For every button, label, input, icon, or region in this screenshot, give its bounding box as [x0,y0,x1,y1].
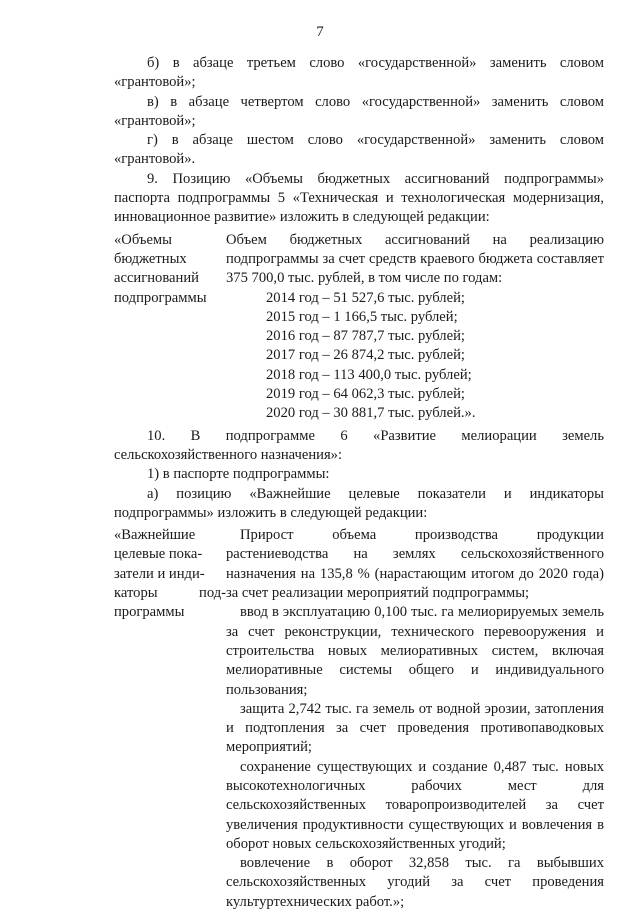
item-10-1-a: а) позицию «Важнейшие целевые показатели и индикаторы подпрограммы» изложить в следующей редакции: [114,485,604,521]
label-line: каторы под- [114,585,226,602]
indicator-paragraph: ввод в эксплуатацию 0,100 тыс. га мелиорируемых земель за счет реконструкции, технического перевооружения и строительства новых мелиоративных систем, включая мелиоративные системы общего и индивидуального пользования; [226,604,604,698]
label-line: «Объемы [114,231,172,248]
label-line: ассигнований [114,270,199,287]
budget-years [226,289,604,424]
page-number: 7 [316,24,324,40]
indicator-paragraph: сохранение существующих и создание 0,487 тыс. новых высокотехнологичных рабочих мест для сельскохозяйственных товаропроизводителей за счет увеличения продуктивности существующих и вовлечения в оборот новых сельскохозяйственных угодий; [226,758,604,852]
indicators-table [114,526,604,912]
item-v: в) в абзаце четвертом слово «государственной» заменить словом «грантовой»; [114,93,604,129]
item-g: г) в абзаце шестом слово «государственной» заменить словом «грантовой». [114,132,604,168]
budget-table [114,231,604,424]
label-line: подпрограммы [114,289,207,306]
indicators-table-value [226,526,604,912]
budget-intro: Объем бюджетных ассигнований на реализацию подпрограммы за счет средств краевого бюджета составляет 375 700,0 тыс. рублей, в том числе по годам: [226,231,604,287]
budget-table-value [226,231,604,424]
year-line: 2018 год – 113 400,0 тыс. рублей; [266,366,472,383]
indicators-table-label [114,526,226,912]
year-line: 2014 год – 51 527,6 тыс. рублей; [266,289,465,306]
label-line: затели и инди- [114,565,205,582]
year-line: 2019 год – 64 062,3 тыс. рублей; [266,386,465,403]
year-line: 2015 год – 1 166,5 тыс. рублей; [266,308,458,325]
item-10: 10. В подпрограмме 6 «Развитие мелиорации земель сельскохозяйственного назначения»: [114,427,604,463]
item-b: б) в абзаце третьем слово «государственной» заменить словом «грантовой»; [114,55,604,91]
year-line: 2020 год – 30 881,7 тыс. рублей.». [266,405,476,422]
label-line: бюджетных [114,250,187,267]
indicator-paragraph: Прирост объема производства продукции растениеводства на землях сельскохозяйственного назначения на 135,8 % (нарастающим итогом до 2020 года) за счет реализации мероприятий подпрограммы; [226,527,604,602]
indicator-paragraph: вовлечение в оборот 32,858 тыс. га выбывших сельскохозяйственных угодий за счет проведения культуртехнических работ.»; [226,855,604,910]
year-line: 2017 год – 26 874,2 тыс. рублей; [266,347,465,364]
item-10-1: 1) в паспорте подпрограммы: [147,466,330,483]
item-9: 9. Позицию «Объемы бюджетных ассигнований подпрограммы» паспорта подпрограммы 5 «Техническая и технологическая модернизация, инновационное развитие» изложить в следующей редакции: [114,170,604,226]
label-line: целевые пока- [114,546,203,563]
label-line: программы [114,604,185,621]
label-line: «Важнейшие [114,527,196,544]
document-body [114,52,604,912]
budget-table-label [114,231,226,424]
indicator-paragraph: защита 2,742 тыс. га земель от водной эрозии, затопления и подтопления за счет проведения противопаводковых мероприятий; [226,700,604,756]
year-line: 2016 год – 87 787,7 тыс. рублей; [266,328,465,345]
